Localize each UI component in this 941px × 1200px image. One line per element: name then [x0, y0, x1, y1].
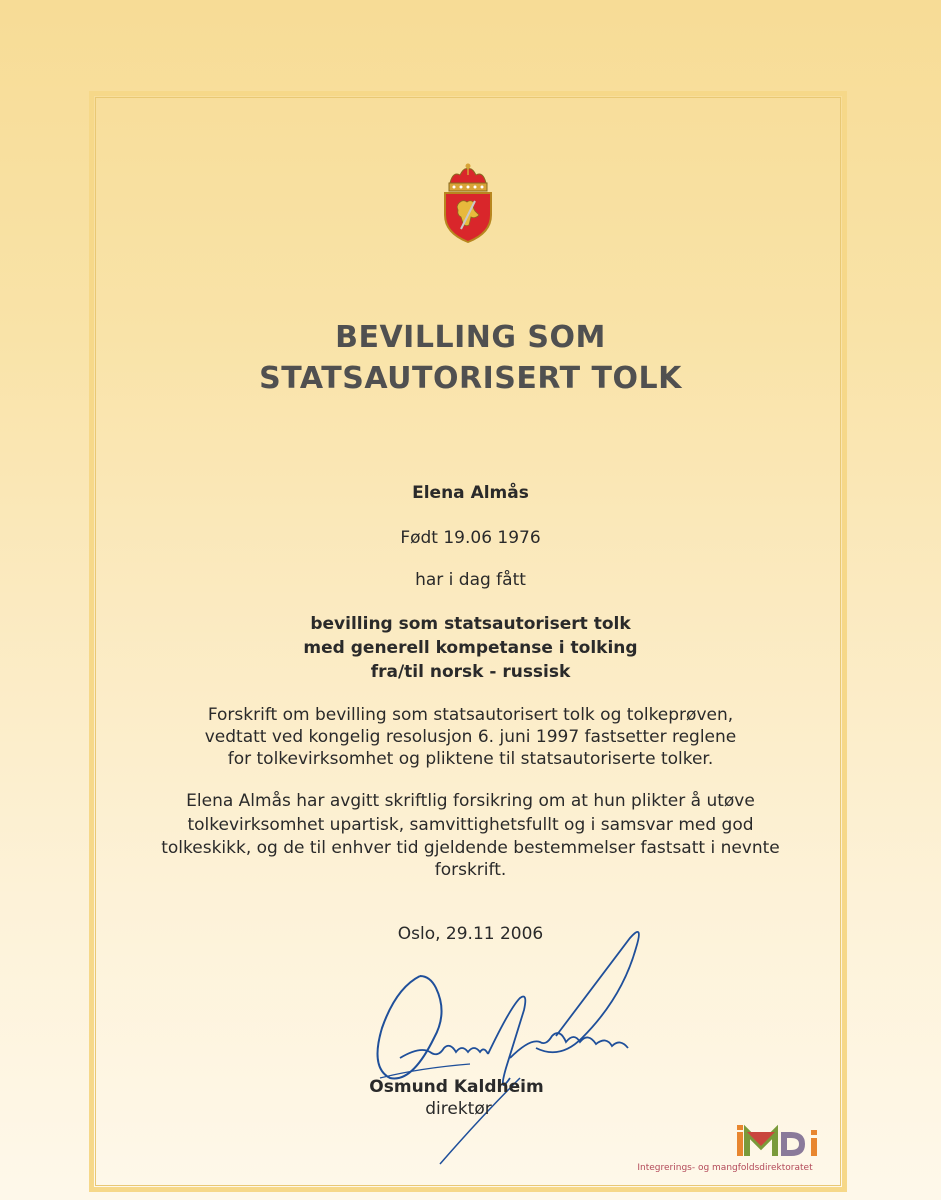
- received-text: har i dag fått: [415, 570, 526, 590]
- license-line-3: fra/til norsk - russisk: [370, 662, 571, 682]
- signer-name: Osmund Kaldheim: [369, 1077, 544, 1097]
- regulation-line-1: Forskrift om bevilling som statsautorisert tolk og tolkeprøven,: [207, 705, 734, 725]
- title-line-1: BEVILLING SOM: [335, 320, 606, 355]
- crown-icon: [449, 164, 487, 192]
- license-line-1: bevilling som statsautorisert tolk: [310, 614, 631, 634]
- regulation-line-3: for tolkevirksomhet og pliktene til statsautoriserte tolker.: [227, 749, 714, 769]
- handwritten-signature: [360, 918, 660, 1178]
- assurance-line-2: tolkevirksomhet upartisk, samvittighetsfullt og i samsvar med god: [187, 815, 754, 835]
- place-and-date: Oslo, 29.11 2006: [397, 924, 544, 944]
- birth-date: Født 19.06 1976: [400, 528, 541, 548]
- holder-name: Elena Almås: [412, 483, 529, 503]
- imdi-caption: Integrerings- og mangfoldsdirektoratet: [637, 1163, 813, 1173]
- assurance-line-1: Elena Almås har avgitt skriftlig forsikring om at hun plikter å utøve: [186, 791, 755, 811]
- title-line-2: STATSAUTORISERT TOLK: [259, 361, 682, 396]
- imdi-logo: [735, 1124, 827, 1160]
- regulation-line-2: vedtatt ved kongelig resolusjon 6. juni 1997 fastsetter reglene: [204, 727, 737, 747]
- assurance-line-3: tolkeskikk, og de til enhver tid gjeldende bestemmelser fastsatt i nevnte: [161, 838, 780, 858]
- signer-title: direktør: [425, 1099, 492, 1119]
- assurance-line-4: forskrift.: [434, 860, 507, 880]
- license-line-2: med generell kompetanse i tolking: [303, 638, 638, 658]
- norwegian-coat-of-arms-icon: [441, 163, 495, 243]
